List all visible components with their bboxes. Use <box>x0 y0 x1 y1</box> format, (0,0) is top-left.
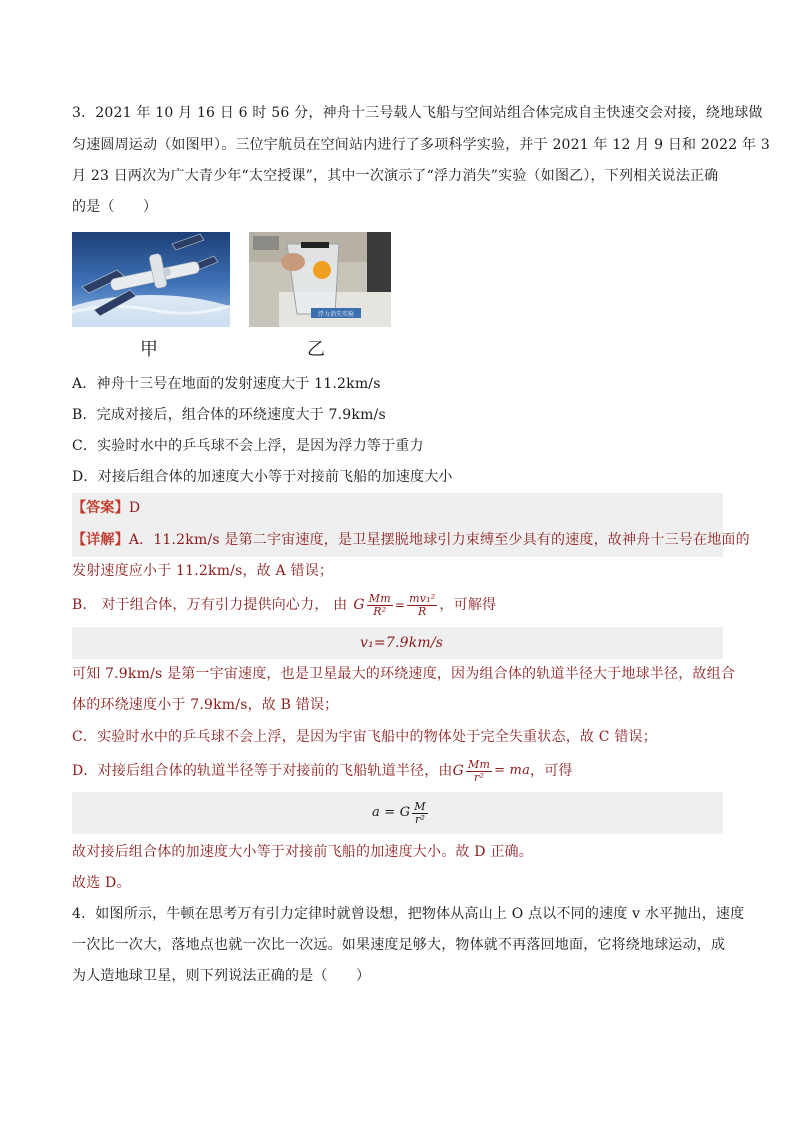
detail-a-line-1 <box>72 530 750 550</box>
detail-b-eq-den-right: R <box>418 604 427 618</box>
detail-d-eq-rhs: = ma <box>494 763 531 778</box>
detail-b-result: v₁=7.9km/s <box>360 635 444 651</box>
q3-stem-line-2: 匀速圆周运动（如图甲）。三位宇航员在空间站内进行了多项科学实验，并于 2021 年 12 月 9 日和 2022 年 3 <box>72 137 770 153</box>
detail-d-eq-fraction <box>466 759 492 784</box>
q3-option-d: D．对接后组合体的加速度大小等于对接前飞船的加速度大小 <box>72 469 453 485</box>
detail-d-eq-num: Mm <box>468 757 491 771</box>
detail-label: 【详解】 <box>72 532 129 548</box>
detail-b-suffix: ，可解得 <box>439 597 497 613</box>
detail-d-result <box>372 800 430 826</box>
detail-b-eq-g: G <box>353 597 365 613</box>
answer-value: D <box>128 500 141 516</box>
detail-c-line: C．实验时水中的乒乓球不会上浮，是因为宇宙飞船中的物体处于完全失重状态，故 C 错误； <box>72 729 657 745</box>
figure-a-caption: 甲 <box>140 339 158 360</box>
detail-b-eq-den-left: R² <box>373 604 387 618</box>
detail-b-prefix: B． 对于组合体，万有引力提供向心力， 由 <box>72 597 348 613</box>
q4-stem-line-2: 一次比一次大，落地点也就一次比一次远。如果速度足够大，物体就不再落回地面，它将绕地球运动，成 <box>72 937 726 953</box>
figure-space-station-image <box>72 232 230 327</box>
detail-b-eq-equals: = <box>394 598 406 612</box>
answer-label: 【答案】 <box>72 500 129 516</box>
detail-d-eq-g: G <box>452 763 465 779</box>
detail-d-prefix: D．对接后组合体的轨道半径等于对接前的飞船轨道半径，由 <box>72 763 453 779</box>
q4-stem-line-3: 为人造地球卫星，则下列说法正确的是（ ） <box>72 968 371 984</box>
detail-b-eq-num-left: Mm <box>368 591 391 605</box>
figure-b-caption: 乙 <box>307 339 325 360</box>
detail-d-result-num: M <box>414 799 426 813</box>
detail-b-eq-fraction-right <box>407 593 437 618</box>
q3-stem-line-3: 月 23 日两次为广大青少年“太空授课”，其中一次演示了“浮力消失”实验（如图乙），下列相关说法正确 <box>72 168 719 184</box>
figure-buoyancy-experiment-image <box>249 232 391 327</box>
detail-d-result-lhs: a = G <box>372 805 411 820</box>
detail-d-line-1 <box>72 758 573 784</box>
detail-b-line-2: 可知 7.9km/s 是第一宇宙速度，也是卫星最大的环绕速度，因为组合体的轨道半径大于地球半径，故组合 <box>72 666 736 682</box>
detail-a-text-1: A．11.2km/s 是第二宇宙速度，是卫星摆脱地球引力束缚至少具有的速度，故神舟十三号在地面的 <box>128 532 750 548</box>
detail-b-eq-num-right: mv₁² <box>409 591 436 605</box>
detail-conclusion: 故选 D。 <box>72 875 131 891</box>
detail-d-result-fraction <box>412 801 427 826</box>
q3-option-c: C．实验时水中的乒乓球不会上浮，是因为浮力等于重力 <box>72 438 424 454</box>
detail-b-line-1 <box>72 592 496 618</box>
q3-option-a: A．神舟十三号在地面的发射速度大于 11.2km/s <box>72 376 381 392</box>
q3-stem-line-1: 3．2021 年 10 月 16 日 6 时 56 分，神舟十三号载人飞船与空间站组合体完成自主快速交会对接，绕地球做 <box>72 105 763 121</box>
q3-stem-line-4: 的是（ ） <box>72 199 158 215</box>
detail-b-line-3: 体的环绕速度小于 7.9km/s，故 B 错误； <box>72 697 339 713</box>
detail-d-eq-den: r² <box>474 770 485 784</box>
detail-d-result-den: r² <box>414 812 426 826</box>
detail-d-line-2: 故对接后组合体的加速度大小等于对接前飞船的加速度大小。故 D 正确。 <box>72 844 533 860</box>
q3-option-b: B．完成对接后，组合体的环绕速度大于 7.9km/s <box>72 407 386 423</box>
detail-d-suffix: ，可得 <box>530 763 573 779</box>
answer-line <box>72 498 140 518</box>
detail-b-eq-fraction-left <box>367 593 393 618</box>
q4-stem-line-1: 4．如图所示，牛顿在思考万有引力定律时就曾设想，把物体从高山上 O 点以不同的速度 v 水平抛出，速度 <box>72 906 745 922</box>
detail-a-line-2: 发射速度应小于 11.2km/s，故 A 错误； <box>72 563 334 579</box>
figure-banner-text: 浮力消失实验 <box>317 311 355 318</box>
